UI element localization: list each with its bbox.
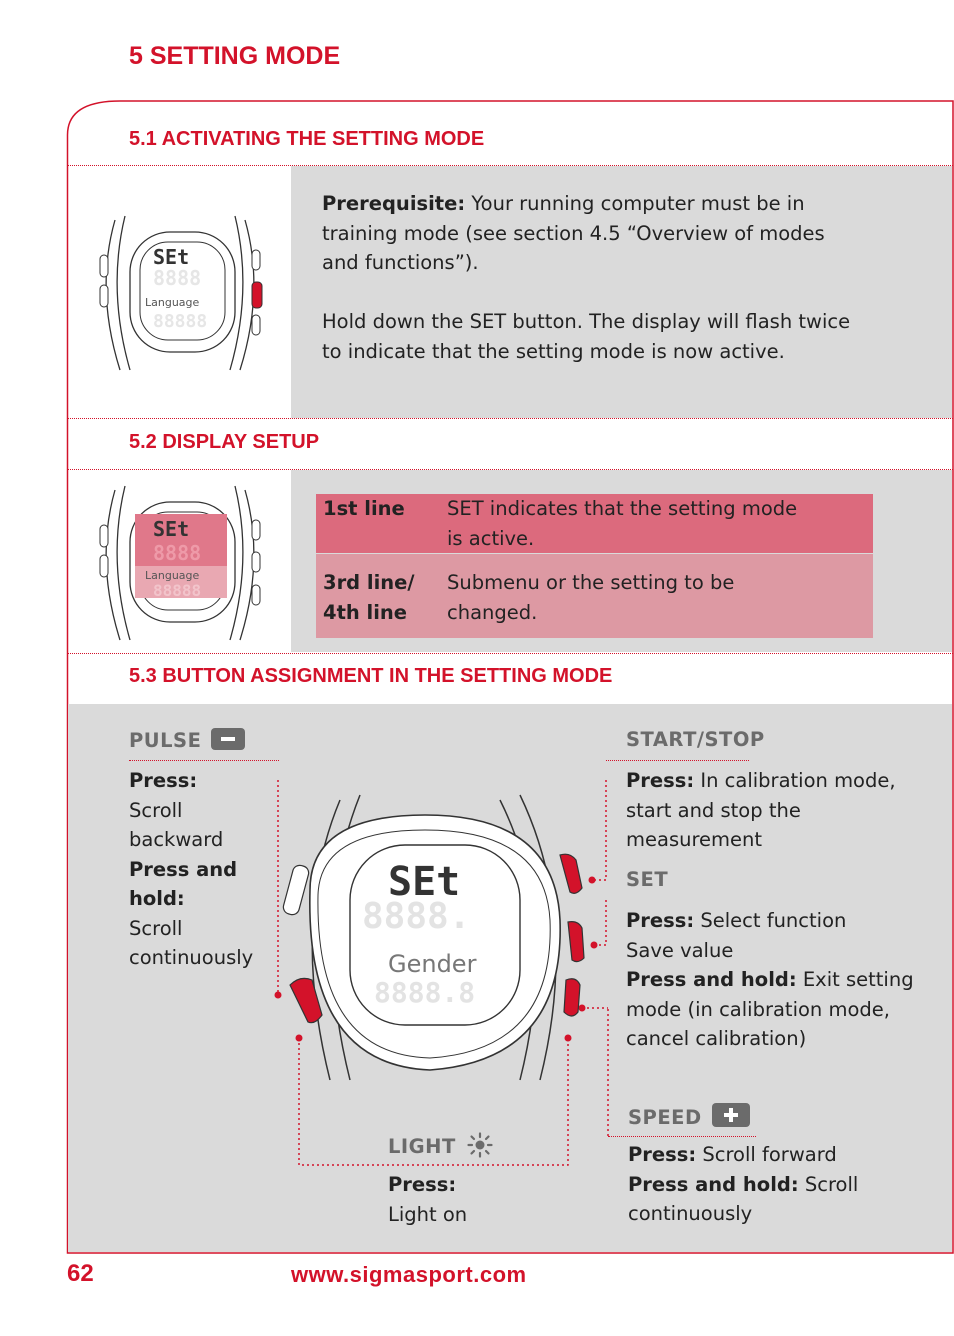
hold-instruction: Hold down the SET button. The display will flash twice to indicate that the setting mode is now active. — [322, 310, 851, 363]
watch-line-3: Language — [145, 296, 200, 309]
watch-icon — [95, 480, 270, 645]
svg-text:8888: 8888 — [153, 541, 202, 565]
watch-line-1: SEt — [153, 245, 190, 269]
divider — [67, 418, 953, 419]
startstop-description: Press: In calibration mode, start and stop the measurement — [626, 769, 896, 851]
set-label: SET — [626, 868, 669, 891]
set-description: Press: Select function Save value Press and hold: Exit setting mode (in calibration mode, cancel calibration) — [626, 909, 914, 1050]
svg-text:88888: 88888 — [153, 581, 202, 600]
watch-icon — [95, 210, 270, 375]
row-key: 1st line — [323, 497, 405, 520]
watch-diagram — [270, 780, 630, 1180]
section-1-title: 5.1 ACTIVATING THE SETTING MODE — [129, 128, 485, 150]
watch-line-3: Gender — [388, 950, 477, 978]
svg-text:8888.: 8888. — [362, 896, 471, 937]
row-value: SET indicates that the setting mode is active. — [447, 497, 798, 550]
leader-line — [129, 760, 279, 761]
light-description: Press: Light on — [388, 1173, 468, 1226]
startstop-label: START/STOP — [626, 728, 765, 751]
page-number: 62 — [67, 1260, 94, 1287]
page-title: 5 SETTING MODE — [129, 42, 341, 70]
section-3-title: 5.3 BUTTON ASSIGNMENT IN THE SETTING MODE — [129, 665, 613, 687]
plus-icon — [712, 1103, 750, 1127]
divider — [67, 653, 953, 654]
watch-line-1: SEt — [153, 517, 190, 541]
footer-url[interactable]: www.sigmasport.com — [291, 1262, 527, 1287]
speed-description: Press: Scroll forward Press and hold: Scroll continuously — [628, 1143, 859, 1225]
prerequisite-text: Prerequisite: Your running computer must be in training mode (see section 4.5 “Overview of modes and functions”). — [322, 192, 825, 274]
row-key: 3rd line/ 4th line — [323, 571, 415, 624]
light-label: LIGHT — [388, 1132, 493, 1158]
pulse-description: Press: Scroll backward Press and hold: Scroll continuously — [129, 769, 254, 969]
table-row — [316, 494, 873, 553]
minus-icon — [211, 728, 245, 750]
leader-line — [606, 760, 749, 761]
svg-text:88888: 88888 — [153, 311, 208, 332]
section-2-title: 5.2 DISPLAY SETUP — [129, 431, 320, 453]
table-row — [316, 554, 873, 638]
pulse-label: PULSE — [129, 728, 245, 752]
leader-line — [608, 1136, 756, 1137]
prerequisite-label: Prerequisite: — [322, 192, 466, 215]
svg-text:8888.8: 8888.8 — [374, 976, 476, 1009]
row-value: Submenu or the setting to be changed. — [447, 571, 735, 624]
speed-label: SPEED — [628, 1103, 750, 1129]
svg-text:8888: 8888 — [153, 266, 202, 290]
watch-line-3: Language — [145, 569, 200, 582]
watch-line-1: SEt — [388, 859, 461, 905]
